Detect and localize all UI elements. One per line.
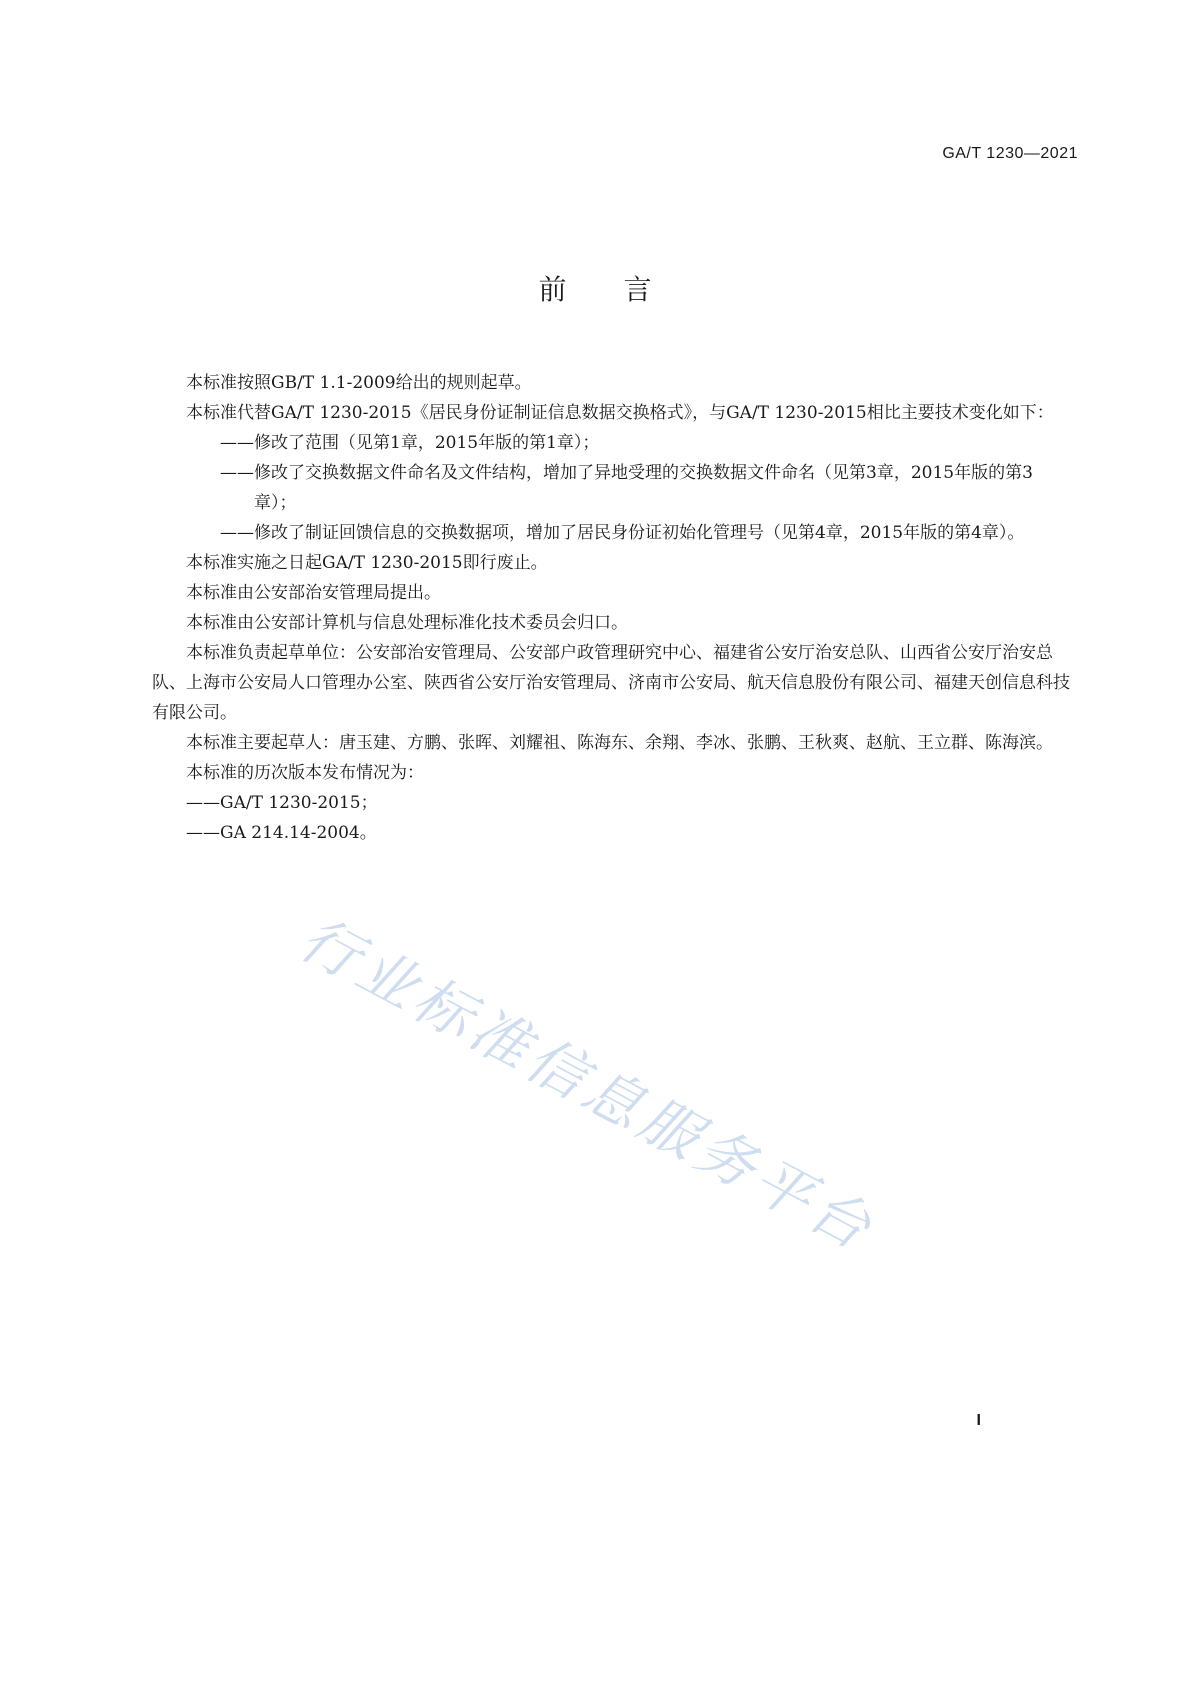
page-title: 前 言 xyxy=(538,273,676,306)
paragraph-abolish: 本标准实施之日起GA/T 1230-2015即行废止。 xyxy=(186,553,548,573)
paragraph-drafters: 本标准主要起草人：唐玉建、方鹏、张晖、刘耀祖、陈海东、余翔、李冰、张鹏、王秋爽、赵航、王立群、陈海滨。 xyxy=(186,733,1053,753)
version-item-2004: ——GA 214.14-2004。 xyxy=(186,823,377,843)
paragraph-proposed-by: 本标准由公安部治安管理局提出。 xyxy=(186,583,441,603)
paragraph-version-history: 本标准的历次版本发布情况为： xyxy=(186,763,424,783)
paragraph-drafting-units: 本标准负责起草单位：公安部治安管理局、公安部户政管理研究中心、福建省公安厅治安总队、山西省公安厅治安总队、上海市公安局人口管理办公室、陕西省公安厅治安管理局、济南市公安局、航天信息股份有限公司、福建天创信息科技有限公司。 xyxy=(152,643,1070,723)
page-number: I xyxy=(976,1412,981,1429)
change-item-scope: ——修改了范围（见第1章，2015年版的第1章）； xyxy=(220,433,600,453)
change-item-feedback-data: ——修改了制证回馈信息的交换数据项，增加了居民身份证初始化管理号（见第4章，2015年版的第4章）。 xyxy=(220,523,1025,543)
document-body xyxy=(152,368,1072,848)
paragraph-centralized-by: 本标准由公安部计算机与信息处理标准化技术委员会归口。 xyxy=(186,613,628,633)
paragraph-drafting-rules: 本标准按照GB/T 1.1-2009给出的规则起草。 xyxy=(186,373,532,393)
document-code: GA/T 1230—2021 xyxy=(942,145,1078,162)
version-item-2015: ——GA/T 1230-2015； xyxy=(186,793,378,813)
watermark: 行业标准信息服务平台 xyxy=(289,904,887,1265)
change-item-file-naming: ——修改了交换数据文件命名及文件结构，增加了异地受理的交换数据文件命名（见第3章，2015年版的第3章）； xyxy=(220,463,1033,513)
paragraph-replaces: 本标准代替GA/T 1230-2015《居民身份证制证信息数据交换格式》，与GA/T 1230-2015相比主要技术变化如下： xyxy=(186,403,1054,423)
